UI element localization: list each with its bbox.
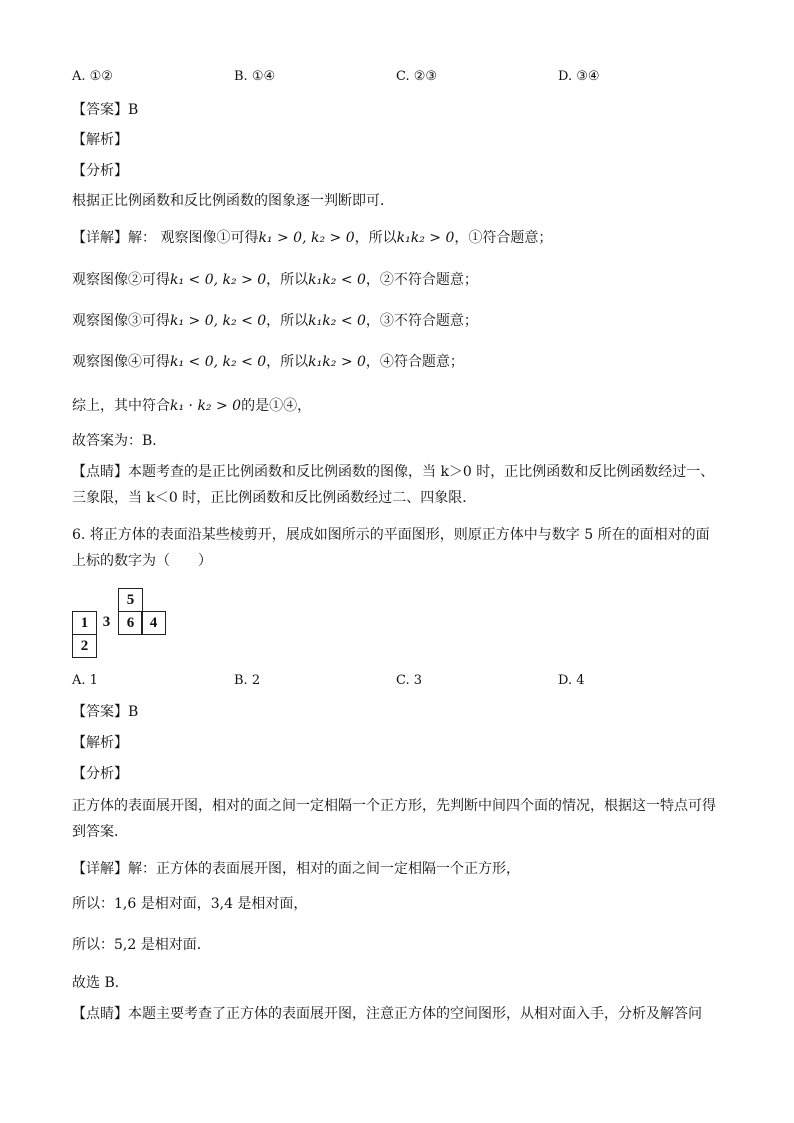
detail-tail: ，①符合题意； — [454, 230, 553, 246]
q6-question: 6. 将正方体的表面沿某些棱剪开，展成如图所示的平面图形，则原正方体中与数字 5 所在的面相对的面上标的数字为（ ） — [72, 527, 710, 569]
detail-math-1: k₁ < 0, k₂ > 0 — [170, 272, 267, 288]
q6-fenxi-heading: 【分析】 — [72, 766, 128, 782]
detail-math-2: k₁k₂ > 0 — [396, 230, 455, 246]
q6-answer: 【答案】B — [72, 704, 139, 720]
detail-mid: ，所以 — [354, 230, 397, 246]
detail-math-1: k₁ < 0, k₂ < 0 — [170, 354, 267, 370]
net-face-3: 3 — [102, 614, 111, 630]
detail-tail: ，②不符合题意； — [365, 272, 478, 288]
q6-so-line-1: 所以：1,6 是相对面，3,4 是相对面， — [72, 896, 308, 912]
detail-mid: ，所以 — [266, 354, 309, 370]
q5-detail-line-4 — [72, 352, 464, 372]
q5-fenxi-heading: 【分析】 — [72, 163, 128, 179]
detail-math-1: k₁ > 0, k₂ < 0 — [170, 313, 267, 329]
net-face-6: 6 — [118, 611, 143, 635]
q5-option-d: D. ③④ — [558, 69, 600, 84]
q6-fenxi-text: 正方体的表面展开图，相对的面之间一定相隔一个正方形，先判断中间四个面的情况，根据这一特点可得到答案． — [72, 798, 716, 840]
detail-math-1: k₁ > 0, k₂ > 0 — [258, 230, 355, 246]
detail-tail: ，③不符合题意； — [365, 313, 478, 329]
net-face-4: 4 — [141, 611, 166, 635]
q5-summary — [72, 396, 311, 416]
q5-detail-line-2 — [72, 270, 478, 290]
q6-option-d: D. 4 — [558, 673, 585, 688]
q5-option-b: B. ①④ — [234, 69, 276, 84]
q5-detail-line-1 — [72, 228, 552, 248]
q5-conclusion: 故答案为：B． — [72, 433, 167, 449]
summary-tail: 的是①④， — [241, 398, 312, 414]
detail-mid: ，所以 — [266, 313, 309, 329]
detail-lead: 观察图像③可得 — [72, 313, 170, 329]
q5-detail-line-3 — [72, 311, 478, 331]
detail-math-2: k₁k₂ < 0 — [308, 313, 366, 329]
q5-analysis-heading: 【解析】 — [72, 132, 128, 148]
net-face-top: 5 — [118, 588, 143, 612]
q6-detail: 【详解】解：正方体的表面展开图，相对的面之间一定相隔一个正方形， — [72, 861, 520, 877]
detail-lead: 观察图像④可得 — [72, 354, 170, 370]
q5-answer: 【答案】B — [72, 102, 139, 118]
q6-option-b: B. 2 — [234, 673, 261, 688]
net-face-bottom: 2 — [72, 634, 97, 658]
net-face-1: 1 — [72, 611, 97, 634]
detail-math-2: k₁k₂ > 0 — [308, 354, 366, 370]
detail-math-2: k₁k₂ < 0 — [308, 272, 366, 288]
detail-lead: 观察图像②可得 — [72, 272, 170, 288]
detail-tail: ，④符合题意； — [365, 354, 464, 370]
q6-conclusion: 故选 B． — [72, 975, 129, 991]
cube-net-figure — [72, 588, 192, 660]
q6-option-c: C. 3 — [396, 673, 423, 688]
q5-comment: 【点睛】本题考查的是正比例函数和反比例函数的图像，当 k＞0 时，正比例函数和反比例函数经过一、三象限，当 k＜0 时，正比例函数和反比例函数经过二、四象限． — [72, 464, 715, 506]
summary-lead: 综上，其中符合 — [72, 398, 170, 414]
q6-comment: 【点睛】本题主要考查了正方体的表面展开图，注意正方体的空间图形，从相对面入手，分析及解答问 — [72, 1006, 702, 1022]
q6-option-a: A. 1 — [72, 673, 98, 688]
q5-option-c: C. ②③ — [396, 69, 438, 84]
q6-analysis-heading: 【解析】 — [72, 735, 128, 751]
q6-so-line-2: 所以：5,2 是相对面． — [72, 937, 211, 953]
detail-mid: ，所以 — [266, 272, 309, 288]
q5-option-a: A. ①② — [72, 69, 113, 84]
detail-lead: 【详解】解： 观察图像①可得 — [72, 230, 259, 246]
summary-math: k₁ · k₂ > 0 — [170, 398, 242, 414]
q5-fenxi-text: 根据正比例函数和反比例函数的图象逐一判断即可． — [72, 193, 394, 209]
